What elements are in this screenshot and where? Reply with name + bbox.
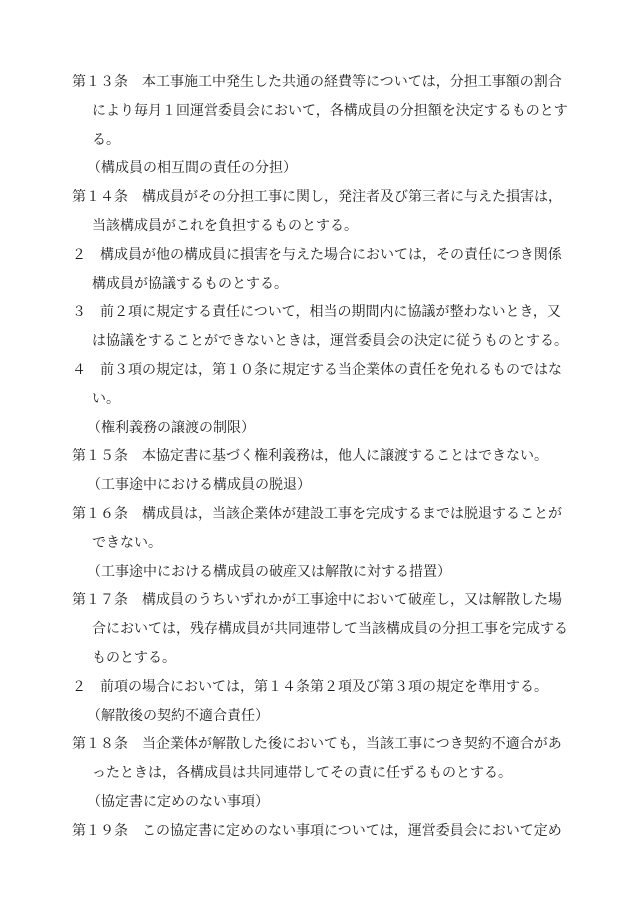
document-line: ものとする。 xyxy=(92,649,176,666)
document-line: により毎月１回運営委員会において，各構成員の分担額を決定するものとす xyxy=(92,102,568,119)
document-line: （工事途中における構成員の脱退） xyxy=(87,477,311,494)
document-line: 第１７条 構成員のうちいずれかが工事途中において破産し，又は解散した場 xyxy=(72,592,562,609)
document-line: ３ 前２項に規定する責任について，相当の期間内に協議が整わないとき，又 xyxy=(72,304,561,321)
document-line: 第１８条 当企業体が解散した後においても，当該工事につき契約不適合があ xyxy=(72,736,562,753)
document-line: （解散後の契約不適合責任） xyxy=(87,707,269,724)
document-line: 構成員が協議するものとする。 xyxy=(92,275,288,292)
document-line: 当該構成員がこれを負担するものとする。 xyxy=(92,217,358,234)
document-content xyxy=(72,68,572,846)
document-line: できない。 xyxy=(92,534,162,551)
document-line: 第１６条 構成員は，当該企業体が建設工事を完成するまでは脱退することが xyxy=(72,505,562,522)
document-line: （権利義務の譲渡の制限） xyxy=(87,419,255,436)
document-line: ４ 前３項の規定は，第１０条に規定する当企業体の責任を免れるものではな xyxy=(72,361,562,378)
document-line: 第１５条 本協定書に基づく権利義務は，他人に譲渡することはできない。 xyxy=(72,448,548,465)
document-line: ２ 前項の場合においては，第１４条第２項及び第３項の規定を準用する。 xyxy=(72,678,548,695)
document-line: る。 xyxy=(92,131,120,148)
document-line: 合においては，残存構成員が共同連帯して当該構成員の分担工事を完成する xyxy=(92,621,568,638)
document-line: ったときは，各構成員は共同連帯してその責に任ずるものとする。 xyxy=(92,765,512,782)
document-line: （工事途中における構成員の破産又は解散に対する措置） xyxy=(87,563,451,580)
document-line: 第１４条 構成員がその分担工事に関し，発注者及び第三者に与えた損害は， xyxy=(72,189,562,206)
document-line: （構成員の相互間の責任の分担） xyxy=(87,160,297,177)
document-line: い。 xyxy=(92,390,120,407)
document-line: ２ 構成員が他の構成員に損害を与えた場合においては，その責任につき関係 xyxy=(72,246,562,263)
document-line: 第１９条 この協定書に定めのない事項については，運営委員会において定め xyxy=(72,822,562,839)
document-line: は協議をすることができないときは，運営委員会の決定に従うものとする。 xyxy=(92,333,568,350)
document-line: 第１３条 本工事施工中発生した共通の経費等については，分担工事額の割合 xyxy=(72,74,562,90)
document-line: （協定書に定めのない事項） xyxy=(87,793,269,810)
